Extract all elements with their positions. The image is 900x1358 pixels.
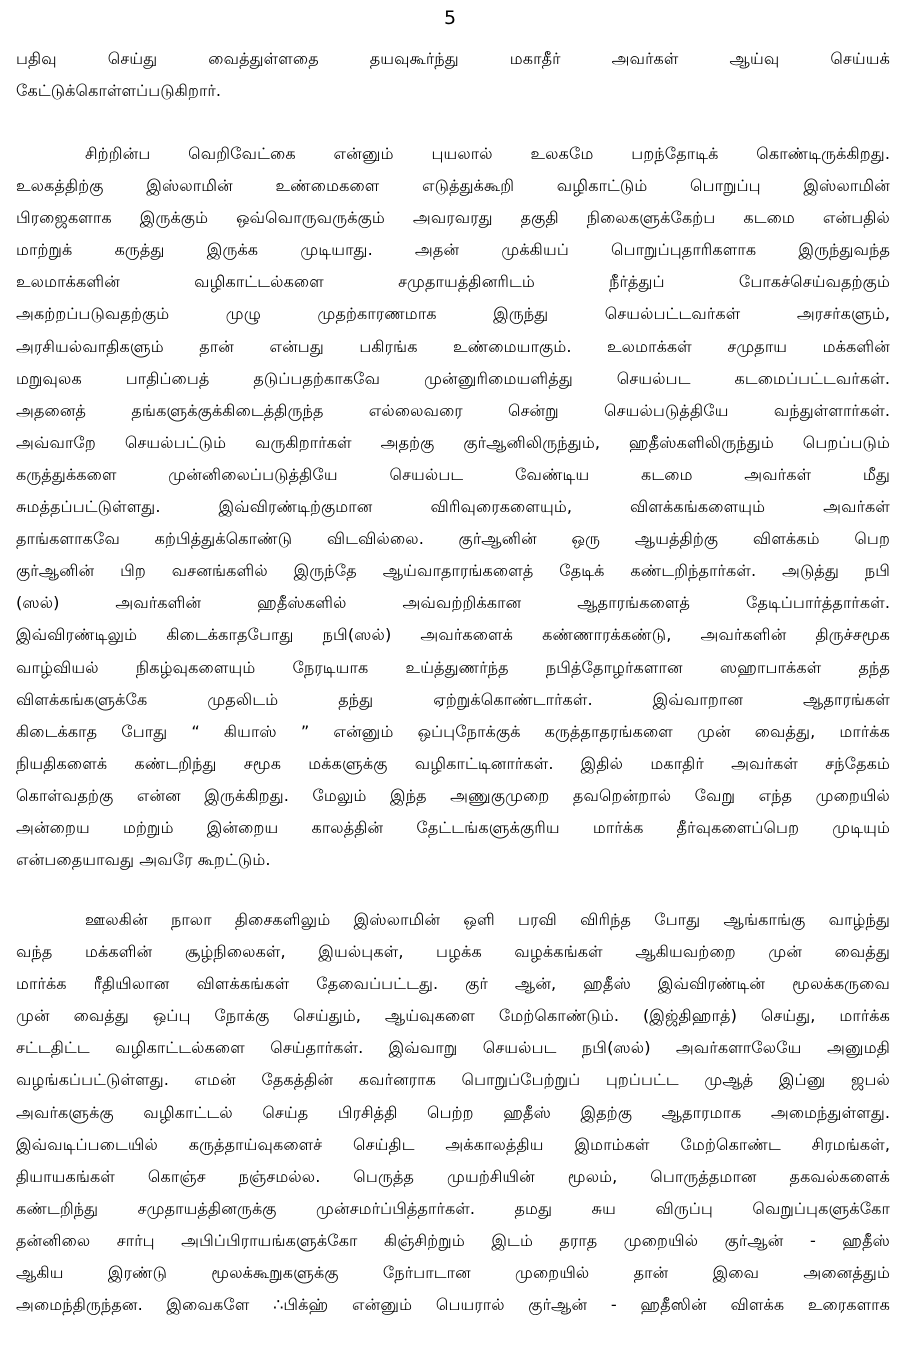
text-line: உலகத்திற்கு இஸ்லாமின் உண்மைகளை எடுத்துக்கூறி வழிகாட்டும் பொறுப்பு இஸ்லாமின் (16, 176, 890, 196)
text-line: குர்ஆனின் பிற வசனங்களில் இருந்தே ஆய்வாதாரங்களைத் தேடிக் கண்டறிந்தார்கள். அடுத்து நபி (16, 561, 890, 581)
text-line: வாழ்வியல் நிகழ்வுகளையும் நேரடியாக உய்த்துணர்ந்த நபித்தோழர்களான ஸஹாபாக்கள் தந்த (16, 657, 890, 677)
text-line: சட்டதிட்ட வழிகாட்டல்களை செய்தார்கள். இவ்வாறு செயல்பட நபி(ஸல்) அவர்களாலேயே அனுமதி (16, 1038, 890, 1058)
paragraph-2 (16, 138, 890, 876)
text-line: ஊலகின் நாலா திசைகளிலும் இஸ்லாமின் ஒளி பரவி விரிந்த போது ஆங்காங்கு வாழ்ந்து (85, 910, 890, 929)
text-line: அவ்வாறே செயல்பட்டும் வருகிறார்கள் அதற்கு குர்ஆனிலிருந்தும், ஹதீஸ்களிலிருந்தும் பெறப்படும் (16, 432, 890, 452)
text-line: (ஸல்) அவர்களின் ஹதீஸ்களில் அவ்வற்றிக்கான ஆதாரங்களைத் தேடிப்பார்த்தார்கள். (16, 593, 890, 613)
text-line: கேட்டுக்கொள்ளப்படுகிறார். (16, 81, 222, 101)
text-line: அவர்களுக்கு வழிகாட்டல் செய்த பிரசித்தி பெற்ற ஹதீஸ் இதற்கு ஆதாரமாக அமைந்துள்ளது. (16, 1102, 890, 1122)
text-line: அதனைத் தங்களுக்குக்கிடைத்திருந்த எல்லைவரை சென்று செயல்படுத்தியே வந்துள்ளார்கள். (16, 400, 890, 420)
text-line: கருத்துக்களை முன்னிலைப்படுத்தியே செயல்பட வேண்டிய கடமை அவர்கள் மீது (16, 464, 890, 484)
text-line: மார்க்க ரீதியிலான விளக்கங்கள் தேவைப்பட்டது. குர் ஆன், ஹதீஸ் இவ்விரண்டின் மூலக்கருவை (16, 974, 890, 994)
text-line: நியதிகளைக் கண்டறிந்து சமூக மக்களுக்கு வழிகாட்டினார்கள். இதில் மகாதிர் அவர்கள் சந்தேகம் (16, 753, 890, 773)
text-line: மறுவுலக பாதிப்பைத் தடுப்பதற்காகவே முன்னுரிமையளித்து செயல்பட கடமைப்பட்டவர்கள். (16, 368, 890, 388)
text-line: என்பதையாவது அவரே கூறட்டும். (16, 850, 271, 870)
text-line: ஆகிய இரண்டு மூலக்கூறுகளுக்கு நேர்பாடான முறையில் தான் இவை அனைத்தும் (16, 1263, 890, 1283)
text-line: மாற்றுக் கருத்து இருக்க முடியாது. அதன் முக்கியப் பொறுப்புதாரிகளாக இருந்துவந்த (16, 240, 890, 260)
paragraph-3 (16, 904, 890, 1321)
text-line: தாங்களாகவே கற்பித்துக்கொண்டு விடவில்லை. குர்ஆனின் ஒரு ஆயத்திற்கு விளக்கம் பெற (16, 529, 890, 549)
text-line: உலமாக்களின் வழிகாட்டல்களை சமுதாயத்தினரிடம் நீர்த்துப் போகச்செய்வதற்கும் (16, 272, 890, 292)
text-line: கொள்வதற்கு என்ன இருக்கிறது. மேலும் இந்த அணுகுமுறை தவறென்றால் வேறு எந்த முறையில் (16, 785, 890, 805)
text-line: முன் வைத்து ஒப்பு நோக்கு செய்தும், ஆய்வுகளை மேற்கொண்டும். (இஜ்திஹாத்) செய்து, மார்க்க (16, 1006, 890, 1026)
text-line: பிரஜைகளாக இருக்கும் ஒவ்வொருவருக்கும் அவரவரது தகுதி நிலைகளுக்கேற்ப கடமை என்பதில் (16, 208, 890, 228)
page-number: 5 (443, 7, 457, 29)
text-line: இவ்விரண்டிலும் கிடைக்காதபோது நபி(ஸல்) அவர்களைக் கண்ணாரக்கண்டு, அவர்களின் திருச்சமூக (16, 625, 890, 645)
text-line: இவ்வடிப்படையில் கருத்தாய்வுகளைச் செய்திட அக்காலத்திய இமாம்கள் மேற்கொண்ட சிரமங்கள், (16, 1134, 890, 1154)
text-line: அரசியல்வாதிகளும் தான் என்பது பகிரங்க உண்மையாகும். உலமாக்கள் சமுதாய மக்களின் (16, 336, 890, 356)
text-line: சுமத்தப்பட்டுள்ளது. இவ்விரண்டிற்குமான விரிவுரைகளையும், விளக்கங்களையும் அவர்கள் (16, 497, 890, 517)
text-line: அமைந்திருந்தன. இவைகளே ∴பிக்ஹ் என்னும் பெயரால் குர்ஆன் - ஹதீஸின் விளக்க உரைகளாக (16, 1295, 890, 1315)
text-line: தியாயகங்கள் கொஞ்ச நஞ்சமல்ல. பெருத்த முயற்சியின் மூலம், பொருத்தமான தகவல்களைக் (16, 1166, 890, 1186)
text-line: அகற்றப்படுவதற்கும் முழு முதற்காரணமாக இருந்து செயல்பட்டவர்கள் அரசர்களும், (16, 304, 890, 324)
text-line: வழங்கப்பட்டுள்ளது. எமன் தேகத்தின் கவர்னராக பொறுப்பேற்றுப் புறப்பட்ட முஆத் இப்னு ஜபல் (16, 1070, 890, 1090)
text-line: தன்னிலை சார்பு அபிப்பிராயங்களுக்கோ கிஞ்சிற்றும் இடம் தராத முறையில் குர்ஆன் - ஹதீஸ் (16, 1230, 890, 1250)
text-line: கிடைக்காத போது “ கியாஸ் ” என்னும் ஒப்புநோக்குக் கருத்தாதரங்களை முன் வைத்து, மார்க்க (16, 721, 890, 741)
text-line: விளக்கங்களுக்கே முதலிடம் தந்து ஏற்றுக்கொண்டார்கள். இவ்வாறான ஆதாரங்கள் (16, 689, 890, 709)
text-line: பதிவு செய்து வைத்துள்ளதை தயவுகூர்ந்து மகாதீர் அவர்கள் ஆய்வு செய்யக் (16, 49, 890, 68)
text-line: கண்டறிந்து சமுதாயத்தினருக்கு முன்சமர்ப்பித்தார்கள். தமது சுய விருப்பு வெறுப்புகளுக்கோ (16, 1198, 890, 1218)
text-line: வந்த மக்களின் சூழ்நிலைகள், இயல்புகள், பழக்க வழக்கங்கள் ஆகியவற்றை முன் வைத்து (16, 942, 890, 962)
paragraph-1 (16, 43, 890, 107)
text-line: அன்றைய மற்றும் இன்றைய காலத்தின் தேட்டங்களுக்குரிய மார்க்க தீர்வுகளைப்பெற முடியும் (16, 817, 890, 837)
text-line: சிற்றின்ப வெறிவேட்கை என்னும் புயலால் உலகமே பறந்தோடிக் கொண்டிருக்கிறது. (85, 144, 890, 163)
